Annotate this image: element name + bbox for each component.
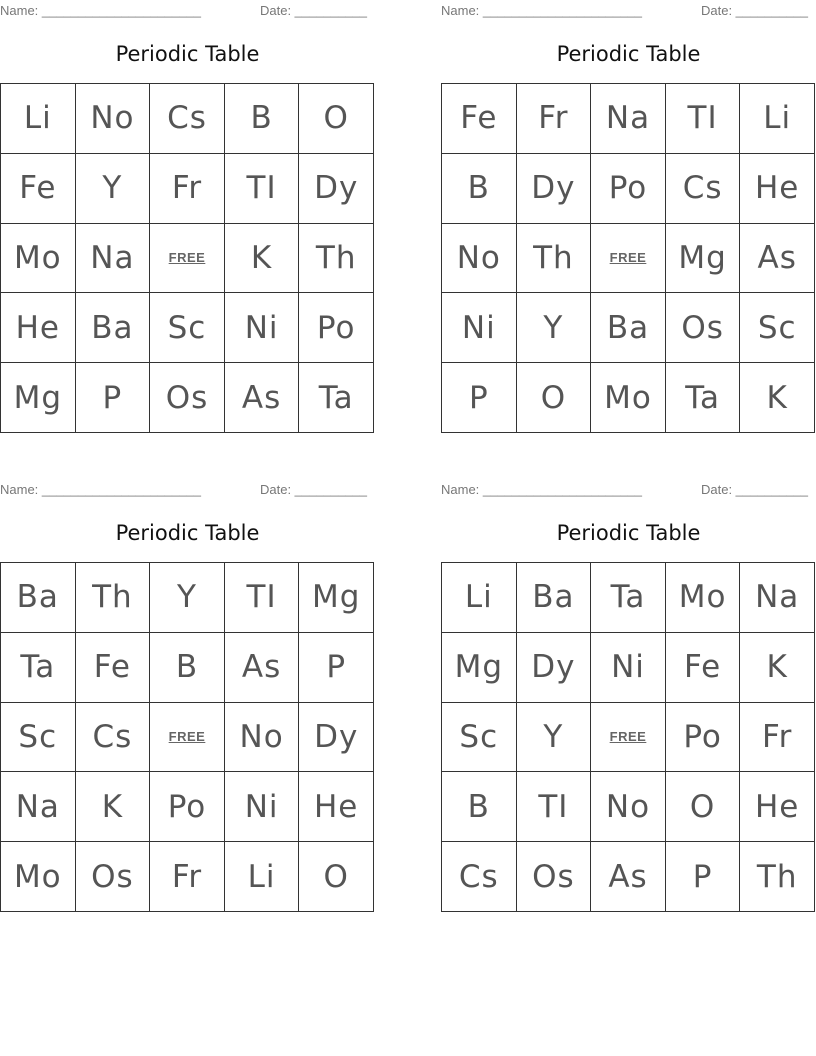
grid-cell: No xyxy=(591,772,666,842)
grid-cell: TI xyxy=(517,772,592,842)
grid-cell: No xyxy=(225,703,300,773)
bingo-card-4 xyxy=(441,479,816,913)
bingo-grid xyxy=(0,562,374,912)
grid-cell: K xyxy=(225,224,300,294)
card-title: Periodic Table xyxy=(115,42,260,66)
grid-cell: As xyxy=(740,224,815,294)
grid-cell: No xyxy=(76,84,151,154)
grid-cell: Y xyxy=(76,154,151,224)
grid-cell: Ta xyxy=(299,363,374,433)
grid-cell: Y xyxy=(150,563,225,633)
grid-cell: Mg xyxy=(299,563,374,633)
card-title: Periodic Table xyxy=(115,521,260,545)
grid-cell: Mo xyxy=(666,563,741,633)
grid-cell: Y xyxy=(517,703,592,773)
grid-cell: P xyxy=(442,363,517,433)
grid-cell: Cs xyxy=(150,84,225,154)
grid-cell: As xyxy=(591,842,666,912)
grid-cell: Fr xyxy=(150,842,225,912)
grid-cell: Ni xyxy=(442,293,517,363)
grid-cell: TI xyxy=(225,563,300,633)
grid-cell: O xyxy=(299,842,374,912)
date-field-label: Date: __________ xyxy=(701,3,808,18)
grid-cell: Cs xyxy=(76,703,151,773)
grid-cell: Os xyxy=(666,293,741,363)
grid-cell: Ni xyxy=(225,772,300,842)
grid-cell: As xyxy=(225,363,300,433)
grid-cell: Mo xyxy=(1,842,76,912)
grid-cell: Li xyxy=(1,84,76,154)
grid-cell: P xyxy=(299,633,374,703)
grid-cell: Dy xyxy=(517,154,592,224)
free-space-cell: FREE xyxy=(150,703,225,773)
free-space-cell: FREE xyxy=(591,703,666,773)
grid-cell: Fe xyxy=(76,633,151,703)
grid-cell: Sc xyxy=(1,703,76,773)
grid-cell: Th xyxy=(299,224,374,294)
grid-cell: Fr xyxy=(740,703,815,773)
grid-cell: B xyxy=(442,154,517,224)
name-field-label: Name: ______________________ xyxy=(441,482,642,497)
grid-cell: Ta xyxy=(591,563,666,633)
grid-cell: Th xyxy=(740,842,815,912)
bingo-grid xyxy=(441,562,815,912)
bingo-card-1 xyxy=(0,0,375,434)
grid-cell: Th xyxy=(517,224,592,294)
card-title: Periodic Table xyxy=(556,521,701,545)
grid-cell: Ba xyxy=(1,563,76,633)
grid-cell: Os xyxy=(76,842,151,912)
grid-cell: Ba xyxy=(76,293,151,363)
date-field-label: Date: __________ xyxy=(260,482,367,497)
grid-cell: Fe xyxy=(1,154,76,224)
card-header xyxy=(0,479,375,499)
bingo-card-3 xyxy=(0,479,375,913)
grid-cell: Ta xyxy=(666,363,741,433)
grid-cell: Y xyxy=(517,293,592,363)
grid-cell: B xyxy=(442,772,517,842)
grid-cell: Fe xyxy=(442,84,517,154)
grid-cell: K xyxy=(740,363,815,433)
grid-cell: Dy xyxy=(517,633,592,703)
grid-cell: Os xyxy=(517,842,592,912)
grid-cell: Po xyxy=(666,703,741,773)
grid-cell: Sc xyxy=(150,293,225,363)
bingo-grid xyxy=(441,83,815,433)
grid-cell: Ba xyxy=(591,293,666,363)
grid-cell: TI xyxy=(225,154,300,224)
grid-cell: Na xyxy=(1,772,76,842)
grid-cell: O xyxy=(517,363,592,433)
grid-cell: Ta xyxy=(1,633,76,703)
grid-cell: Os xyxy=(150,363,225,433)
grid-cell: Dy xyxy=(299,703,374,773)
grid-cell: He xyxy=(740,772,815,842)
card-header xyxy=(0,0,375,20)
grid-cell: Fe xyxy=(666,633,741,703)
grid-cell: B xyxy=(150,633,225,703)
grid-cell: He xyxy=(1,293,76,363)
date-field-label: Date: __________ xyxy=(260,3,367,18)
grid-cell: Li xyxy=(740,84,815,154)
grid-cell: Po xyxy=(299,293,374,363)
grid-cell: Ni xyxy=(225,293,300,363)
bingo-card-2 xyxy=(441,0,816,434)
grid-cell: He xyxy=(740,154,815,224)
grid-cell: He xyxy=(299,772,374,842)
grid-cell: Mg xyxy=(1,363,76,433)
grid-cell: Po xyxy=(150,772,225,842)
grid-cell: As xyxy=(225,633,300,703)
free-space-cell: FREE xyxy=(591,224,666,294)
grid-cell: Po xyxy=(591,154,666,224)
name-field-label: Name: ______________________ xyxy=(0,3,201,18)
grid-cell: Fr xyxy=(517,84,592,154)
grid-cell: Mg xyxy=(442,633,517,703)
grid-cell: Na xyxy=(591,84,666,154)
grid-cell: P xyxy=(76,363,151,433)
date-field-label: Date: __________ xyxy=(701,482,808,497)
grid-cell: K xyxy=(76,772,151,842)
grid-cell: O xyxy=(666,772,741,842)
grid-cell: Li xyxy=(442,563,517,633)
grid-cell: Na xyxy=(740,563,815,633)
grid-cell: Sc xyxy=(442,703,517,773)
grid-cell: Cs xyxy=(666,154,741,224)
grid-cell: Fr xyxy=(150,154,225,224)
name-field-label: Name: ______________________ xyxy=(441,3,642,18)
free-space-cell: FREE xyxy=(150,224,225,294)
grid-cell: Sc xyxy=(740,293,815,363)
grid-cell: Th xyxy=(76,563,151,633)
grid-cell: Ba xyxy=(517,563,592,633)
grid-cell: Dy xyxy=(299,154,374,224)
card-header xyxy=(441,0,816,20)
grid-cell: TI xyxy=(666,84,741,154)
bingo-grid xyxy=(0,83,374,433)
name-field-label: Name: ______________________ xyxy=(0,482,201,497)
grid-cell: Mg xyxy=(666,224,741,294)
grid-cell: Mo xyxy=(1,224,76,294)
grid-cell: P xyxy=(666,842,741,912)
grid-cell: No xyxy=(442,224,517,294)
grid-cell: K xyxy=(740,633,815,703)
grid-cell: Na xyxy=(76,224,151,294)
grid-cell: Ni xyxy=(591,633,666,703)
grid-cell: Cs xyxy=(442,842,517,912)
card-title: Periodic Table xyxy=(556,42,701,66)
grid-cell: Mo xyxy=(591,363,666,433)
grid-cell: B xyxy=(225,84,300,154)
grid-cell: O xyxy=(299,84,374,154)
grid-cell: Li xyxy=(225,842,300,912)
card-header xyxy=(441,479,816,499)
